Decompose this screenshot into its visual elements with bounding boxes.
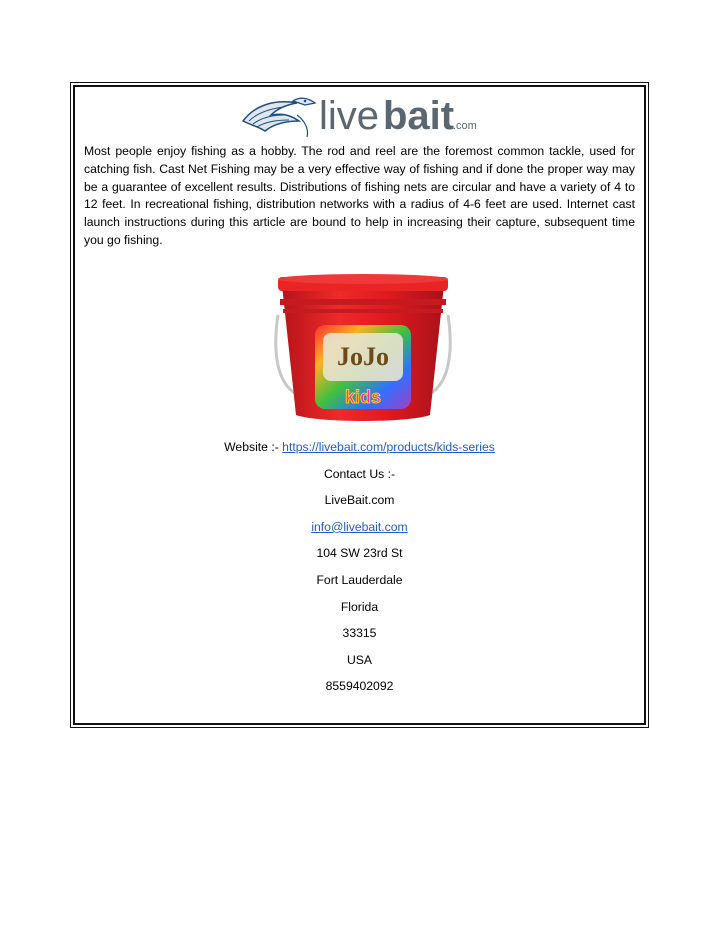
page-frame	[73, 85, 646, 725]
street-address: 104 SW 23rd St	[316, 546, 403, 561]
logo-text-live: live	[319, 94, 380, 138]
svg-text:JoJo: JoJo	[337, 342, 389, 371]
city: Fort Lauderdale	[316, 572, 403, 587]
article-paragraph: Most people enjoy fishing as a hobby. The rod and reel are the foremost common tackle, used for catching fish. Cast Net Fishing may be a very effective way of fishing and if done the proper way may be a guarantee of excellent results. Distributions of fishing nets are circular and have a variety of 4 to 12 feet. In recreational fishing, distribution networks with a radius of 4-6 feet are used. Internet cast launch instructions during this article are bound to help in increasing their capture, subsequent time you go fishing.	[84, 144, 635, 247]
red-bucket-image	[268, 255, 458, 425]
logo-text-bait: bait	[383, 94, 455, 138]
website-label: Website :-	[224, 440, 283, 454]
zip-code: 33315	[342, 626, 377, 641]
bucket-label-kids: kids	[344, 387, 382, 407]
contact-block	[75, 437, 644, 703]
contact-heading: Contact Us :-	[323, 466, 396, 481]
logo-text-suffix: .com	[453, 120, 477, 132]
website-line	[75, 437, 644, 464]
livebait-logo[interactable]	[235, 91, 485, 141]
website-link[interactable]: https://livebait.com/products/kids-series	[282, 440, 495, 454]
country: USA	[346, 652, 373, 667]
company-name: LiveBait.com	[324, 493, 395, 508]
email-link[interactable]: info@livebait.com	[311, 519, 408, 534]
phone-number: 8559402092	[325, 679, 394, 694]
pelican-bird-icon	[243, 98, 315, 137]
state: Florida	[340, 599, 379, 614]
